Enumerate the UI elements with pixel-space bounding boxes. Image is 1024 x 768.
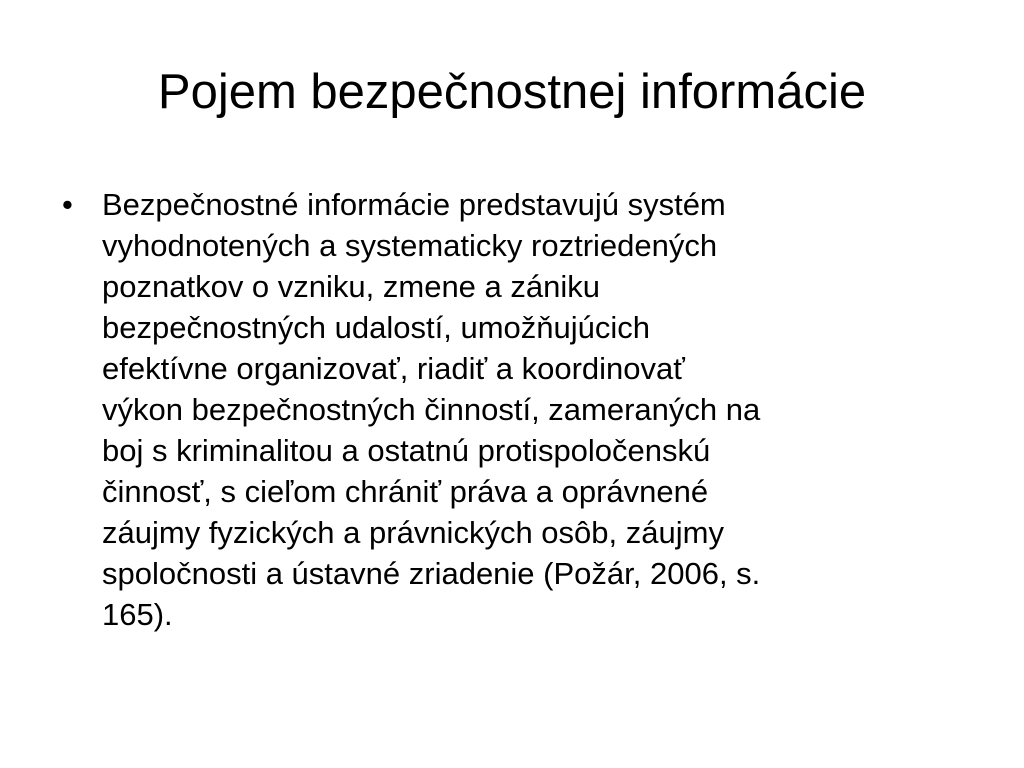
- bullet-text-line: bezpečnostných udalostí, umožňujúcich: [102, 310, 650, 345]
- bullet-text-line: boj s kriminalitou a ostatnú protispoločenskú: [102, 433, 711, 468]
- bullet-text-line: poznatkov o vzniku, zmene a zániku: [102, 269, 600, 304]
- slide-title: Pojem bezpečnostnej informácie: [157, 65, 867, 119]
- bullet-dot-icon: •: [62, 187, 73, 222]
- bullet-list: [62, 184, 962, 635]
- bullet-text-line: vyhodnotených a systematicky roztriedených: [102, 228, 718, 263]
- bullet-item: [62, 184, 962, 635]
- bullet-text-line: Bezpečnostné informácie predstavujú systém: [102, 187, 726, 222]
- bullet-text-line: spoločnosti a ústavné zriadenie (Požár, 2006, s.: [102, 556, 761, 591]
- bullet-text-line: činnosť, s cieľom chrániť práva a oprávnené: [102, 474, 709, 509]
- bullet-text-line: 165).: [102, 597, 173, 632]
- bullet-text-line: efektívne organizovať, riadiť a koordinovať: [102, 351, 685, 386]
- bullet-text-line: záujmy fyzických a právnických osôb, záujmy: [102, 515, 724, 550]
- bullet-text-line: výkon bezpečnostných činností, zameraných na: [102, 392, 761, 427]
